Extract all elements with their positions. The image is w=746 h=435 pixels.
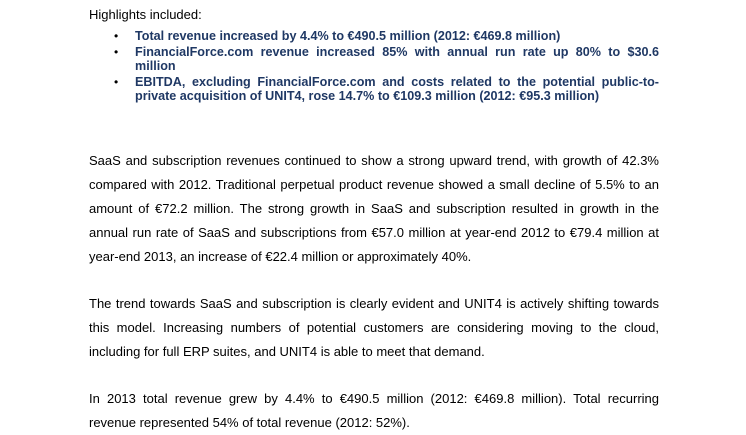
paragraph-saas-revenue: SaaS and subscription revenues continued to show a strong upward trend, with growth of 42.3% compared with 2012. Traditional perpetual product revenue showed a small decline of 5.5% to an amount of €72.2 million. The strong growth in SaaS and subscription resulted in growth in the annual run rate of SaaS and subscriptions from €57.0 million at year-end 2012 to €79.4 million at year-end 2013, an increase of €22.4 million or approximately 40%. — [89, 153, 659, 264]
highlight-item — [89, 75, 659, 103]
bullet-icon: • — [114, 45, 119, 59]
highlights-list — [89, 29, 659, 103]
highlight-item — [89, 29, 659, 43]
document-page — [89, 6, 659, 430]
paragraph-saas-trend: The trend towards SaaS and subscription is clearly evident and UNIT4 is actively shifting towards this model. Increasing numbers of potential customers are considering moving to the cloud, including for full ERP suites, and UNIT4 is able to meet that demand. — [89, 296, 659, 359]
highlight-item — [89, 45, 659, 73]
paragraph-total-revenue: In 2013 total revenue grew by 4.4% to €490.5 million (2012: €469.8 million). Total recurring revenue represented 54% of total revenue (2012: 52%). — [89, 391, 659, 430]
bullet-icon: • — [114, 75, 119, 89]
highlight-text: FinancialForce.com revenue increased 85% with annual run rate up 80% to $30.6 million — [135, 45, 659, 73]
highlights-intro: Highlights included: — [89, 7, 202, 22]
highlight-text: Total revenue increased by 4.4% to €490.5 million (2012: €469.8 million) — [135, 29, 561, 43]
bullet-icon: • — [114, 29, 119, 43]
highlight-text: EBITDA, excluding FinancialForce.com and costs related to the potential public-to-private acquisition of UNIT4, rose 14.7% to €109.3 million (2012: €95.3 million) — [135, 75, 659, 103]
